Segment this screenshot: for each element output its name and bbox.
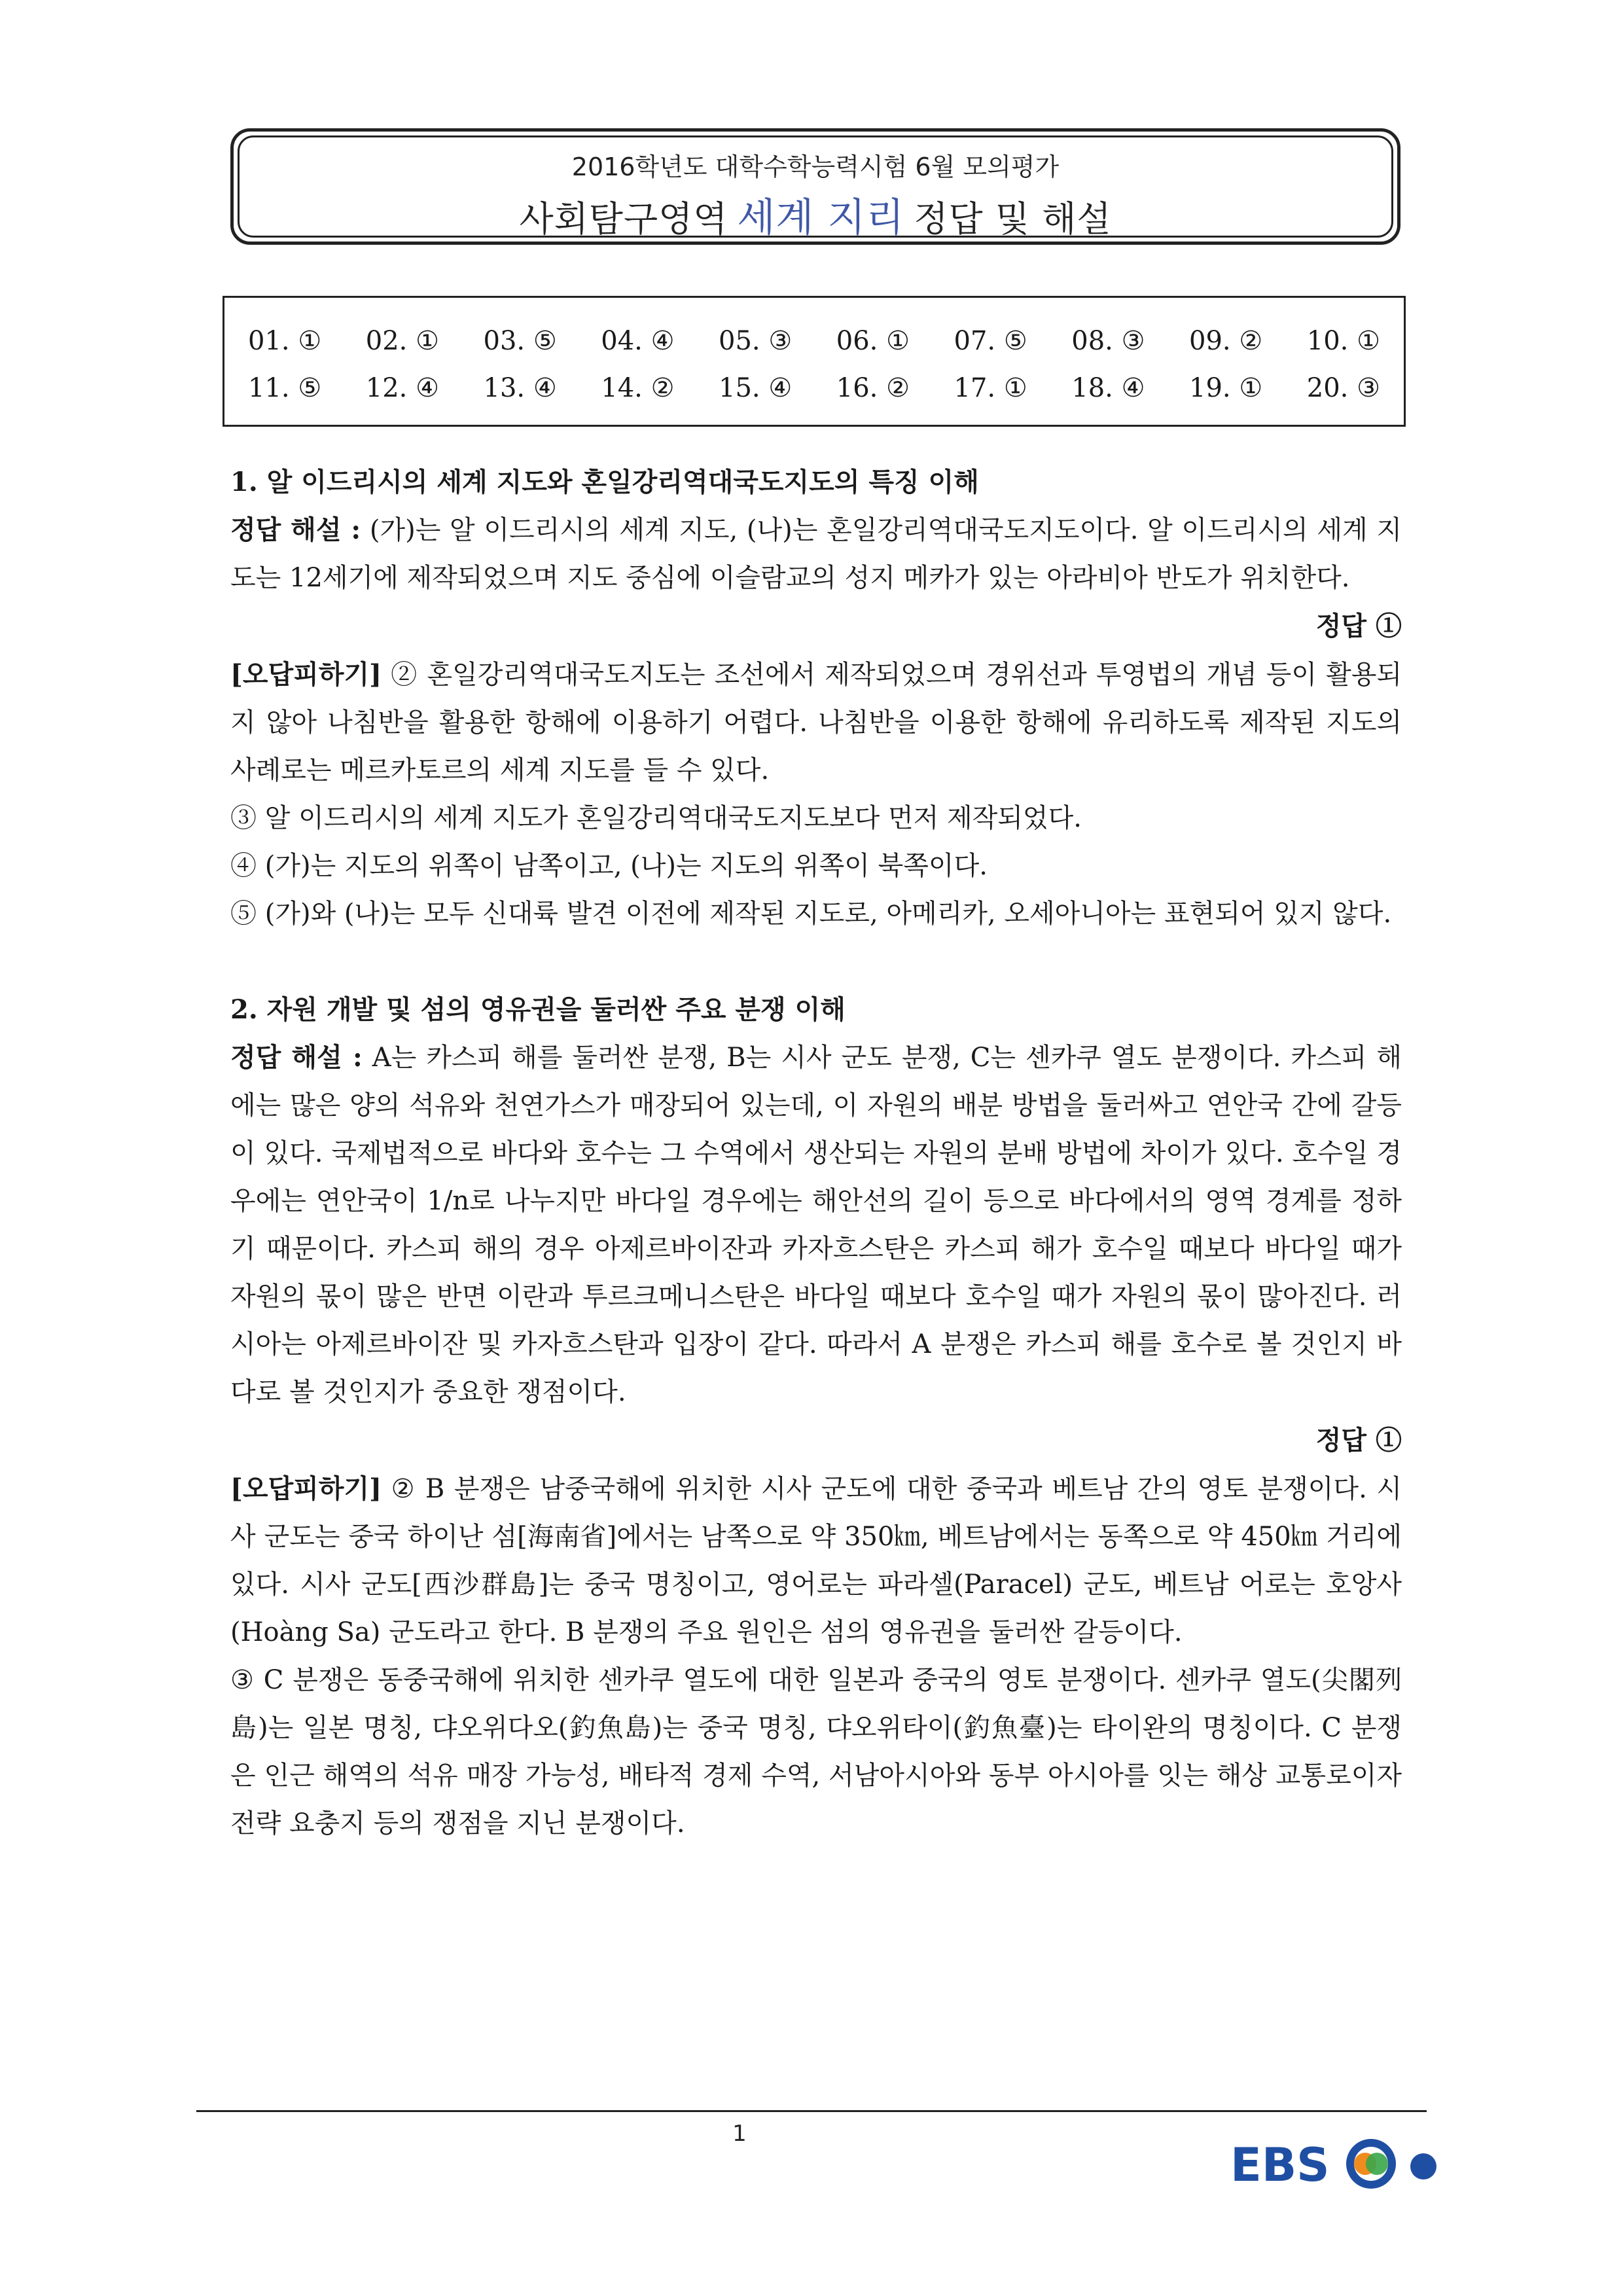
answer-item: 09. ② — [1189, 326, 1263, 356]
answer-item: 08. ③ — [1071, 326, 1145, 356]
answer-item: 02. ① — [365, 326, 439, 356]
answer-item: 16. ② — [836, 373, 910, 403]
q1-answer — [230, 602, 1402, 651]
q1-wrong-label: [오답피하기] — [230, 659, 382, 690]
answer-item: 01. ① — [248, 326, 322, 356]
title-prefix: 사회탐구영역 — [519, 198, 728, 240]
q2-wrong-1-text: ② B 분쟁은 남중국해에 위치한 시사 군도에 대한 중국과 베트남 간의 영토 분쟁이다. 시사 군도는 중국 하이난 섬[海南省]에서는 남쪽으로 약 350㎞, 베트남에서는 동쪽으로 약 450㎞ 거리에 있다. 시사 군도[西沙群島]는 중국 명칭이고, 영어로는 파라셀(Paracel) 군도, 베트남 어로는 호앙사(Hoàng Sa) 군도라고 한다. B 분쟁의 주요 원인은 섬의 영유권을 둘러싼 갈등이다. — [230, 1474, 1402, 1647]
answer-item: 12. ④ — [365, 373, 439, 403]
q1-explanation-text: (가)는 알 이드리시의 세계 지도, (나)는 혼일강리역대국도지도이다. 알 이드리시의 세계 지도는 12세기에 제작되었으며 지도 중심에 이슬람교의 성지 메카가 있는 아라비아 반도가 위치한다. — [230, 515, 1402, 593]
answer-item: 06. ① — [836, 326, 910, 356]
footer-divider — [196, 2110, 1427, 2112]
answer-key-box — [223, 296, 1406, 427]
title-subject: 세계 지리 — [737, 195, 905, 241]
q2-answer — [230, 1416, 1402, 1465]
title-inner-frame — [238, 135, 1393, 241]
answer-item: 10. ① — [1306, 326, 1380, 356]
answer-row-1 — [248, 317, 1380, 365]
q1-wrong-2: ③ 알 이드리시의 세계 지도가 혼일강리역대국도지도보다 먼저 제작되었다. — [230, 803, 1082, 833]
answer-item: 11. ⑤ — [248, 373, 322, 403]
ebs-logo-text: EBS — [1230, 2138, 1330, 2192]
answer-item: 17. ① — [954, 373, 1027, 403]
ebs-logo-green-dot — [1366, 2153, 1388, 2175]
q2-explanation — [230, 1033, 1402, 1416]
answer-item: 03. ⑤ — [483, 326, 557, 356]
answer-row-2 — [248, 365, 1380, 412]
q2-wrong-label: [오답피하기] — [230, 1473, 382, 1504]
title-suffix: 정답 및 해설 — [914, 198, 1112, 240]
answer-item: 05. ③ — [719, 326, 793, 356]
answer-item: 19. ① — [1189, 373, 1263, 403]
q1-answer-text: 정답 ① — [1315, 611, 1402, 641]
answer-item: 20. ③ — [1306, 373, 1380, 403]
explanation-content — [230, 458, 1402, 1848]
exam-title: 2016학년도 대학수학능력시험 6월 모의평가 — [571, 152, 1060, 181]
q1-heading: 1. 알 이드리시의 세계 지도와 혼일강리역대국도지도의 특징 이해 — [230, 467, 979, 497]
q1-wrong-1-text: ② 혼일강리역대국도지도는 조선에서 제작되었으며 경위선과 투영법의 개념 등이 활용되지 않아 나침반을 활용한 항해에 이용하기 어렵다. 나침반을 이용한 항해에 유리하도록 제작된 지도의 사례로는 메르카토르의 세계 지도를 들 수 있다. — [230, 660, 1402, 785]
answer-item: 14. ② — [601, 373, 675, 403]
q2-wrong-2: ③ C 분쟁은 동중국해에 위치한 센카쿠 열도에 대한 일본과 중국의 영토 분쟁이다. 센카쿠 열도(尖閣列島)는 일본 명칭, 댜오위다오(釣魚島)는 중국 명칭, 댜오위타이(釣魚臺)는 타이완의 명칭이다. C 분쟁은 인근 해역의 석유 매장 가능성, 배타적 경제 수역, 서남아시아와 동부 아시아를 잇는 해상 교통로이자 전략 요충지 등의 쟁점을 지닌 분쟁이다. — [230, 1665, 1402, 1839]
page-number: 1 — [732, 2121, 747, 2147]
ebs-logo — [1230, 2131, 1453, 2197]
q1-wrong-4: ⑤ (가)와 (나)는 모두 신대륙 발견 이전에 제작된 지도로, 아메리카, 오세아니아는 표현되어 있지 않다. — [230, 899, 1392, 929]
q2-explanation-text: A는 카스피 해를 둘러싼 분쟁, B는 시사 군도 분쟁, C는 센카쿠 열도 분쟁이다. 카스피 해에는 많은 양의 석유와 천연가스가 매장되어 있는데, 이 자원의 배분 방법을 둘러싸고 연안국 간에 갈등이 있다. 국제법적으로 바다와 호수는 그 수역에서 생산되는 자원의 분배 방법에 차이가 있다. 호수일 경우에는 연안국이 1/n로 나누지만 바다일 경우에는 해안선의 길이 등으로 바다에서의 영역 경계를 정하기 때문이다. 카스피 해의 경우 아제르바이잔과 카자흐스탄은 카스피 해가 호수일 때보다 바다일 때가 자원의 몫이 많은 반면 이란과 투르크메니스탄은 바다일 때보다 호수일 때가 자원의 몫이 많아진다. 러시아는 아제르바이잔 및 카자흐스탄과 입장이 같다. 따라서 A 분쟁은 카스피 해를 호수로 볼 것인지 바다로 볼 것인지가 중요한 쟁점이다. — [230, 1043, 1402, 1407]
answer-item: 13. ④ — [483, 373, 557, 403]
q1-wrong-1 — [230, 651, 1402, 795]
answer-item: 04. ④ — [601, 326, 675, 356]
answer-item: 15. ④ — [719, 373, 793, 403]
q2-explanation-label: 정답 해설 : — [230, 1042, 363, 1073]
q2-answer-text: 정답 ① — [1315, 1425, 1402, 1456]
answer-item: 18. ④ — [1071, 373, 1145, 403]
q1-explanation-label: 정답 해설 : — [230, 514, 361, 545]
q2-wrong-1 — [230, 1465, 1402, 1657]
q2-heading: 2. 자원 개발 및 섬의 영유권을 둘러싼 주요 분쟁 이해 — [230, 994, 846, 1025]
answer-item: 07. ⑤ — [954, 326, 1027, 356]
section-gap — [230, 938, 1402, 986]
title-box — [230, 128, 1400, 245]
ebs-logo-small-dot — [1410, 2153, 1436, 2179]
document-title — [240, 187, 1391, 243]
q1-explanation — [230, 506, 1402, 602]
q1-wrong-3: ④ (가)는 지도의 위쪽이 남쪽이고, (나)는 지도의 위쪽이 북쪽이다. — [230, 851, 988, 881]
